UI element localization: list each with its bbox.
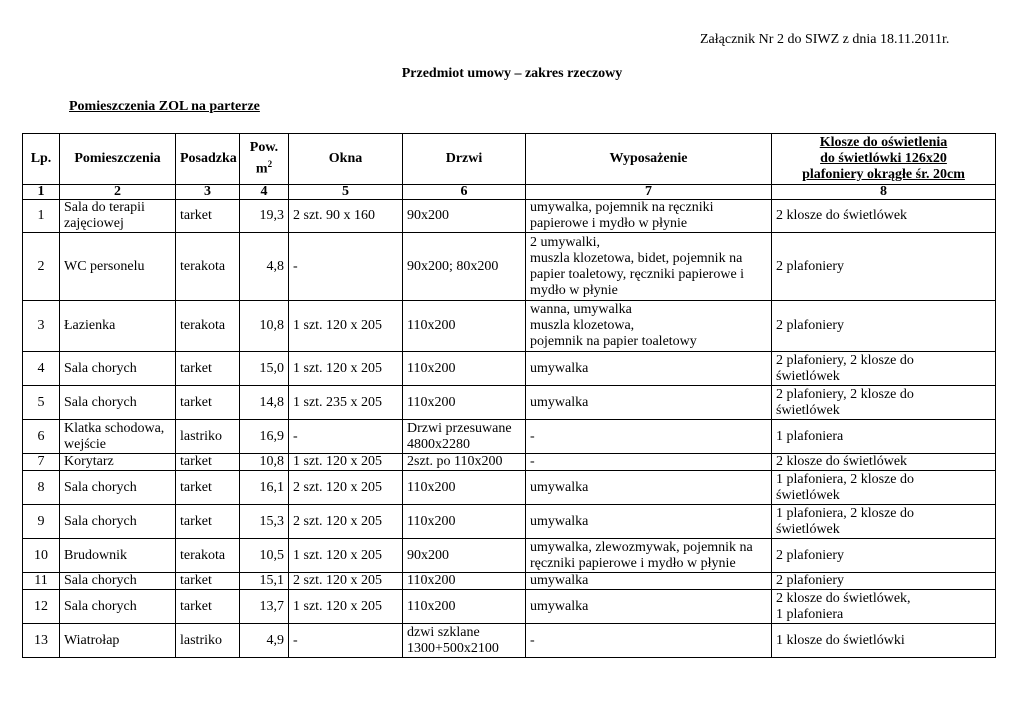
cell-doors-line: 110x200: [407, 598, 456, 614]
cell-lp: 5: [23, 386, 60, 420]
cell-doors-line: 2szt. po 110x200: [407, 454, 503, 469]
cell-equipment-line: wanna, umywalka: [530, 302, 632, 317]
cell-equipment-line: umywalka: [530, 479, 589, 495]
cell-lamps-line: 2 plafoniery: [776, 547, 845, 563]
cell-equipment-line: mydło w płynie: [530, 282, 618, 298]
cell-area: 14,8: [240, 386, 289, 420]
cell-lamps: [772, 200, 996, 233]
cell-lamps: [772, 471, 996, 505]
cell-room: [60, 420, 176, 454]
cell-windows: -: [289, 624, 403, 658]
cell-doors: [403, 352, 526, 386]
cell-doors-line: 90x200: [407, 547, 449, 563]
header-row: [23, 134, 996, 185]
table-row: [23, 420, 996, 454]
column-number: 3: [176, 185, 240, 200]
header-equipment: Wyposażenie: [526, 134, 772, 185]
cell-floor: terakota: [176, 301, 240, 352]
cell-lamps-line: świetlówek: [776, 487, 840, 503]
cell-equipment-line: 2 umywalki,: [530, 234, 600, 250]
cell-area: 13,7: [240, 590, 289, 624]
cell-room-line: Sala chorych: [64, 360, 137, 376]
cell-equipment: [526, 454, 772, 471]
cell-area: 10,8: [240, 454, 289, 471]
cell-area: 10,5: [240, 539, 289, 573]
header-lp: Lp.: [23, 134, 60, 185]
cell-lamps-line: 2 plafoniery, 2 klosze do: [776, 352, 914, 368]
cell-windows: 2 szt. 90 x 160: [289, 200, 403, 233]
table-row: [23, 233, 996, 301]
table-row: [23, 301, 996, 352]
cell-doors-line: 110x200: [407, 360, 456, 376]
cell-floor: tarket: [176, 471, 240, 505]
cell-windows: 1 szt. 120 x 205: [289, 590, 403, 624]
cell-doors: [403, 454, 526, 471]
cell-lp: 13: [23, 624, 60, 658]
header-windows: Okna: [289, 134, 403, 185]
cell-room-line: zajęciowej: [64, 216, 124, 231]
table-row: [23, 386, 996, 420]
cell-doors-line: 110x200: [407, 318, 456, 333]
cell-area: 4,8: [240, 233, 289, 301]
header-area-exponent: 2: [267, 159, 273, 170]
cell-room: [60, 505, 176, 539]
table-row: [23, 454, 996, 471]
cell-windows: 2 szt. 120 x 205: [289, 505, 403, 539]
cell-lp: 2: [23, 233, 60, 301]
cell-equipment-line: umywalka: [530, 573, 589, 588]
table-row: [23, 573, 996, 590]
cell-room-line: Sala chorych: [64, 479, 137, 495]
table-row: [23, 352, 996, 386]
cell-equipment-line: umywalka, zlewozmywak, pojemnik na: [530, 539, 753, 555]
cell-room: [60, 200, 176, 233]
cell-room-line: Brudownik: [64, 547, 127, 563]
cell-equipment: [526, 233, 772, 301]
cell-equipment: [526, 200, 772, 233]
cell-floor: tarket: [176, 590, 240, 624]
cell-doors: [403, 386, 526, 420]
cell-room: [60, 233, 176, 301]
column-number: 6: [403, 185, 526, 200]
cell-equipment: [526, 471, 772, 505]
cell-lamps: [772, 624, 996, 658]
cell-lamps-line: 1 plafoniera, 2 klosze do: [776, 505, 915, 521]
column-number: 1: [23, 185, 60, 200]
cell-lamps-line: 2 klosze do świetlówek: [776, 454, 908, 469]
cell-equipment-line: ręczniki papierowe i mydło w płynie: [530, 555, 736, 571]
cell-lamps-line: świetlówek: [776, 521, 840, 537]
header-doors: Drzwi: [403, 134, 526, 185]
cell-doors-line: 1300+500x2100: [407, 640, 499, 656]
cell-doors: [403, 539, 526, 573]
cell-floor: tarket: [176, 352, 240, 386]
cell-room: [60, 471, 176, 505]
cell-area: 16,1: [240, 471, 289, 505]
cell-doors-line: 110x200: [407, 513, 456, 529]
cell-lp: 12: [23, 590, 60, 624]
table-row: [23, 471, 996, 505]
table-row: [23, 200, 996, 233]
cell-equipment-line: pojemnik na papier toaletowy: [530, 334, 697, 349]
cell-lamps: [772, 420, 996, 454]
cell-room: [60, 352, 176, 386]
cell-lp: 4: [23, 352, 60, 386]
cell-doors: [403, 200, 526, 233]
cell-floor: lastriko: [176, 624, 240, 658]
cell-lamps: [772, 352, 996, 386]
cell-lp: 8: [23, 471, 60, 505]
column-number: 2: [60, 185, 176, 200]
cell-windows: 1 szt. 120 x 205: [289, 352, 403, 386]
cell-area: 15,3: [240, 505, 289, 539]
header-area: [240, 134, 289, 185]
cell-doors: [403, 233, 526, 301]
header-area-label: Pow.: [249, 140, 279, 156]
table-row: [23, 505, 996, 539]
cell-equipment-line: umywalka: [530, 513, 589, 529]
cell-windows: -: [289, 420, 403, 454]
cell-room: [60, 573, 176, 590]
cell-room: [60, 301, 176, 352]
header-lamps-line3: plafoniery okrągłe śr. 20cm: [802, 167, 965, 182]
cell-room-line: Sala chorych: [64, 598, 137, 614]
cell-equipment-line: umywalka, pojemnik na ręczniki: [530, 200, 714, 215]
cell-floor: tarket: [176, 573, 240, 590]
cell-doors-line: dzwi szklane: [407, 624, 480, 640]
cell-room: [60, 590, 176, 624]
column-number: 7: [526, 185, 772, 200]
document-title: Przedmiot umowy – zakres rzeczowy: [401, 66, 623, 81]
cell-room-line: Wiatrołap: [64, 632, 120, 648]
cell-room: [60, 454, 176, 471]
cell-doors: [403, 590, 526, 624]
cell-area: 19,3: [240, 200, 289, 233]
cell-room-line: Klatka schodowa,: [64, 420, 165, 436]
cell-lp: 7: [23, 454, 60, 471]
cell-equipment-line: -: [530, 454, 535, 469]
cell-doors-line: 110x200: [407, 479, 456, 495]
cell-doors: [403, 301, 526, 352]
cell-equipment: [526, 301, 772, 352]
table-row: [23, 539, 996, 573]
cell-doors-line: 110x200: [407, 573, 456, 588]
cell-doors: [403, 471, 526, 505]
cell-area: 16,9: [240, 420, 289, 454]
cell-equipment-line: umywalka: [530, 360, 589, 376]
cell-windows: -: [289, 233, 403, 301]
cell-doors-line: 110x200: [407, 394, 456, 410]
cell-room: [60, 539, 176, 573]
cell-equipment-line: -: [530, 428, 535, 444]
cell-floor: tarket: [176, 505, 240, 539]
cell-lamps-line: świetlówek: [776, 368, 840, 384]
column-number-row: [23, 185, 996, 200]
cell-lamps: [772, 454, 996, 471]
column-number: 8: [772, 185, 996, 200]
cell-room-line: wejście: [64, 436, 106, 452]
cell-lamps-line: 2 plafoniery: [776, 573, 845, 588]
cell-lamps-line: 2 klosze do świetlówek,: [776, 590, 911, 606]
cell-room-line: WC personelu: [64, 258, 145, 274]
cell-lamps-line: 1 plafoniera, 2 klosze do: [776, 471, 915, 487]
cell-windows: 2 szt. 120 x 205: [289, 573, 403, 590]
cell-equipment-line: papierowe i mydło w płynie: [530, 216, 688, 231]
cell-area: 10,8: [240, 301, 289, 352]
cell-doors: [403, 505, 526, 539]
cell-floor: terakota: [176, 539, 240, 573]
cell-equipment-line: papier toaletowy, ręczniki papierowe i: [530, 266, 745, 282]
cell-lamps-line: 1 klosze do świetlówki: [776, 632, 905, 648]
cell-floor: tarket: [176, 386, 240, 420]
cell-windows: 2 szt. 120 x 205: [289, 471, 403, 505]
cell-equipment: [526, 352, 772, 386]
cell-doors-line: Drzwi przesuwane: [407, 420, 512, 436]
header-lamps: [772, 134, 996, 185]
cell-doors-line: 90x200: [407, 208, 449, 223]
cell-equipment-line: muszla klozetowa,: [530, 318, 635, 333]
cell-equipment-line: umywalka: [530, 598, 589, 614]
cell-equipment: [526, 386, 772, 420]
cell-lamps-line: 2 plafoniery: [776, 258, 845, 274]
cell-equipment: [526, 590, 772, 624]
column-number: 5: [289, 185, 403, 200]
cell-lamps-line: 2 plafoniery: [776, 318, 845, 333]
cell-room-line: Sala do terapii: [64, 200, 145, 215]
cell-doors: [403, 573, 526, 590]
cell-lamps: [772, 573, 996, 590]
table-body: [23, 200, 996, 658]
cell-area: 15,0: [240, 352, 289, 386]
scope-table: [22, 133, 996, 658]
cell-room-line: Łazienka: [64, 318, 116, 333]
cell-room-line: Sala chorych: [64, 394, 137, 410]
cell-equipment: [526, 420, 772, 454]
cell-floor: terakota: [176, 233, 240, 301]
cell-lp: 10: [23, 539, 60, 573]
cell-floor: tarket: [176, 200, 240, 233]
cell-windows: 1 szt. 120 x 205: [289, 454, 403, 471]
cell-lp: 9: [23, 505, 60, 539]
cell-lamps: [772, 590, 996, 624]
cell-windows: 1 szt. 120 x 205: [289, 539, 403, 573]
cell-doors: [403, 420, 526, 454]
cell-floor: tarket: [176, 454, 240, 471]
cell-equipment-line: -: [530, 632, 535, 648]
cell-lamps-line: 1 plafoniera: [776, 606, 844, 622]
cell-room: [60, 624, 176, 658]
cell-area: 15,1: [240, 573, 289, 590]
cell-lp: 1: [23, 200, 60, 233]
table-row: [23, 624, 996, 658]
cell-equipment: [526, 624, 772, 658]
cell-lamps-line: świetlówek: [776, 402, 840, 418]
cell-lp: 6: [23, 420, 60, 454]
cell-room-line: Sala chorych: [64, 573, 137, 588]
cell-equipment: [526, 539, 772, 573]
cell-lamps: [772, 301, 996, 352]
cell-lamps: [772, 505, 996, 539]
header-lamps-line1: Klosze do oświetlenia: [819, 135, 948, 150]
cell-lamps: [772, 539, 996, 573]
cell-room: [60, 386, 176, 420]
header-floor: Posadzka: [176, 134, 240, 185]
cell-room-line: Sala chorych: [64, 513, 137, 529]
table-row: [23, 590, 996, 624]
header-rooms: Pomieszczenia: [60, 134, 176, 185]
cell-windows: 1 szt. 235 x 205: [289, 386, 403, 420]
cell-lamps-line: 2 plafoniery, 2 klosze do: [776, 386, 914, 402]
annex-reference: Załącznik Nr 2 do SIWZ z dnia 18.11.2011r.: [700, 32, 950, 47]
section-heading: Pomieszczenia ZOL na parterze: [69, 99, 260, 114]
column-number: 4: [240, 185, 289, 200]
cell-area: 4,9: [240, 624, 289, 658]
cell-windows: 1 szt. 120 x 205: [289, 301, 403, 352]
cell-lp: 3: [23, 301, 60, 352]
cell-doors-line: 90x200; 80x200: [407, 258, 499, 274]
cell-lamps-line: 2 klosze do świetlówek: [776, 208, 908, 223]
cell-doors: [403, 624, 526, 658]
cell-doors-line: 4800x2280: [407, 436, 470, 452]
cell-room-line: Korytarz: [64, 454, 114, 469]
header-area-unit: m: [255, 161, 268, 177]
cell-equipment-line: muszla klozetowa, bidet, pojemnik na: [530, 250, 743, 266]
cell-lamps: [772, 386, 996, 420]
cell-floor: lastriko: [176, 420, 240, 454]
cell-lamps-line: 1 plafoniera: [776, 428, 844, 444]
cell-lamps: [772, 233, 996, 301]
cell-lp: 11: [23, 573, 60, 590]
cell-equipment-line: umywalka: [530, 394, 589, 410]
cell-equipment: [526, 505, 772, 539]
cell-equipment: [526, 573, 772, 590]
header-lamps-line2: do świetlówki 126x20: [820, 151, 947, 166]
